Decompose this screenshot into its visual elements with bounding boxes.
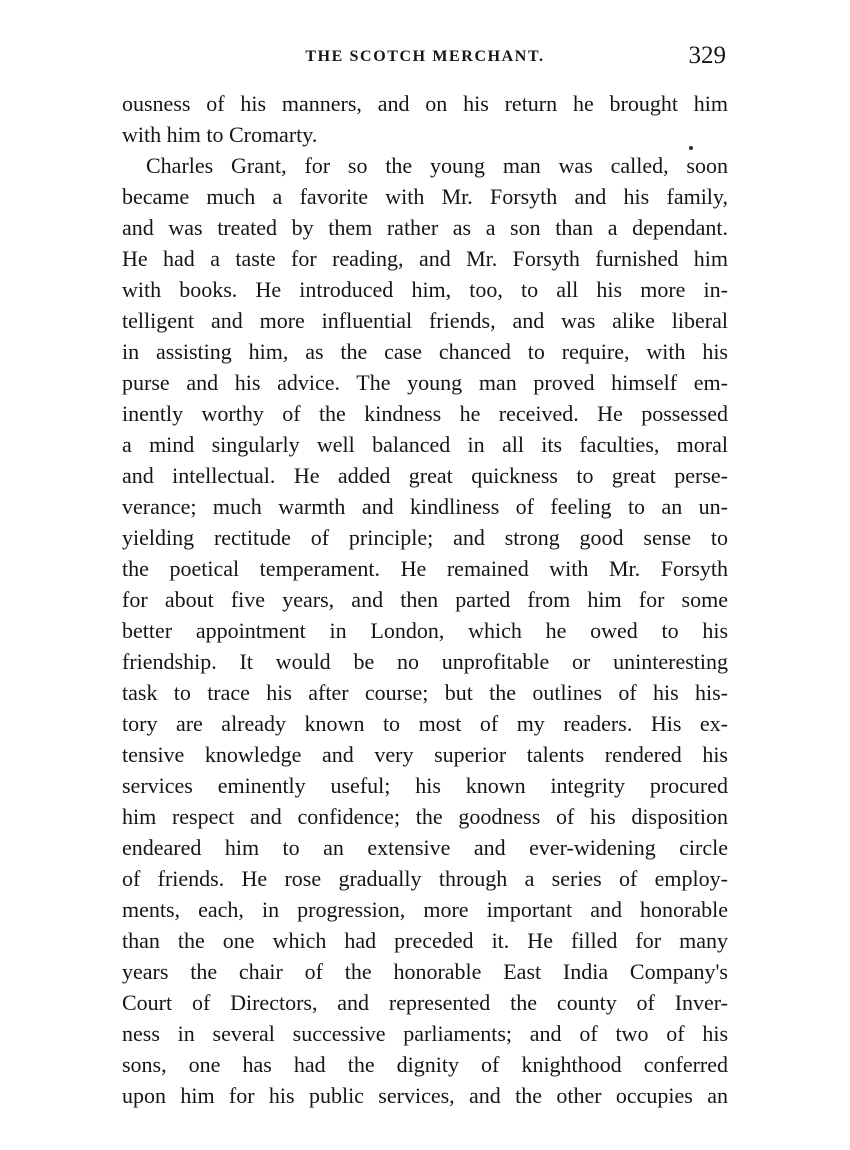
text-line: endeared him to an extensive and ever-widening circle <box>122 835 728 860</box>
text-line: ness in several successive parliaments; and of two of his <box>122 1021 728 1046</box>
text-line: a mind singularly well balanced in all its faculties, moral <box>122 432 728 457</box>
text-line: became much a favorite with Mr. Forsyth and his family, <box>122 184 728 209</box>
text-line: with him to Cromarty. <box>122 122 318 147</box>
text-line: and was treated by them rather as a son than a dependant. <box>122 215 728 240</box>
running-head <box>122 40 728 80</box>
text-line: purse and his advice. The young man proved himself em- <box>122 370 728 395</box>
text-line: telligent and more influential friends, and was alike liberal <box>122 308 728 333</box>
text-line: ousness of his manners, and on his return he brought him <box>122 91 728 116</box>
text-line: with books. He introduced him, too, to all his more in- <box>122 277 728 302</box>
running-title: THE SCOTCH MERCHANT. <box>305 48 545 65</box>
text-line: inently worthy of the kindness he received. He possessed <box>122 401 728 426</box>
text-line: services eminently useful; his known integrity procured <box>122 773 728 798</box>
text-line: for about five years, and then parted from him for some <box>122 587 728 612</box>
text-line: Charles Grant, for so the young man was called, soon <box>146 153 728 178</box>
text-line: and intellectual. He added great quickness to great perse- <box>122 463 728 488</box>
body-text <box>122 88 728 1111</box>
text-line: than the one which had preceded it. He filled for many <box>122 928 728 953</box>
text-line: task to trace his after course; but the outlines of his his- <box>122 680 728 705</box>
text-line: years the chair of the honorable East India Company's <box>122 959 728 984</box>
text-line: He had a taste for reading, and Mr. Forsyth furnished him <box>122 246 728 271</box>
text-line: upon him for his public services, and the other occupies an <box>122 1083 728 1108</box>
text-line: verance; much warmth and kindliness of feeling to an un- <box>122 494 728 519</box>
text-line: friendship. It would be no unprofitable or uninteresting <box>122 649 728 674</box>
text-line: yielding rectitude of principle; and strong good sense to <box>122 525 728 550</box>
text-line: ments, each, in progression, more important and honorable <box>122 897 728 922</box>
text-line: tensive knowledge and very superior talents rendered his <box>122 742 728 767</box>
text-line: of friends. He rose gradually through a series of employ- <box>122 866 728 891</box>
page-number: 329 <box>688 42 726 69</box>
text-line: the poetical temperament. He remained with Mr. Forsyth <box>122 556 728 581</box>
text-line: in assisting him, as the case chanced to require, with his <box>122 339 728 364</box>
text-line: Court of Directors, and represented the county of Inver- <box>122 990 728 1015</box>
text-line: better appointment in London, which he owed to his <box>122 618 728 643</box>
text-line: tory are already known to most of my readers. His ex- <box>122 711 728 736</box>
text-line: him respect and confidence; the goodness of his disposition <box>122 804 728 829</box>
text-line: sons, one has had the dignity of knighthood conferred <box>122 1052 728 1077</box>
